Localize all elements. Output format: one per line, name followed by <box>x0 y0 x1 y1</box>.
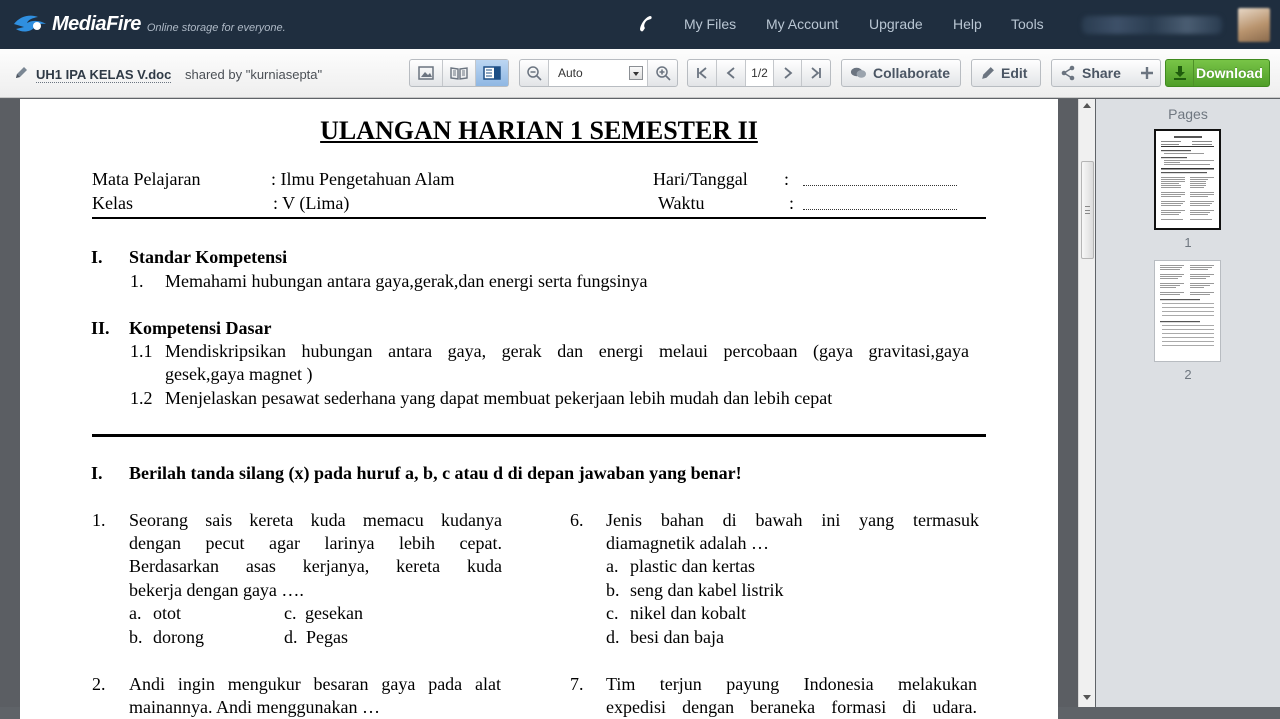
open-book-icon <box>450 66 468 80</box>
section-rule <box>92 434 986 437</box>
shared-by-text: shared by "kurniasepta" <box>185 67 323 82</box>
add-share-button[interactable] <box>1133 59 1161 87</box>
nav-tools[interactable]: Tools <box>1011 16 1044 32</box>
image-view-icon <box>418 66 434 80</box>
brand-name: MediaFire <box>52 12 141 35</box>
instruction-text: Berilah tanda silang (x) pada huruf a, b, c atau d di depan jawaban yang benar! <box>129 463 742 483</box>
collaborate-label: Collaborate <box>872 65 950 81</box>
question-2-line-1: Andi ingin mengukur besaran gaya pada alat <box>129 674 501 694</box>
zoom-dropdown-toggle[interactable] <box>629 66 643 80</box>
top-nav-bar <box>0 0 1280 49</box>
question-1-line-4: bekerja dengan gaya …. <box>129 580 304 600</box>
time-label: Waktu <box>658 193 705 213</box>
section-2-item-2-num: 1.2 <box>130 388 153 408</box>
zoom-out-icon <box>526 65 542 81</box>
chevron-right-icon <box>781 66 795 80</box>
pages-sidebar-title: Pages <box>1168 106 1208 122</box>
flame-logo-icon <box>12 12 50 36</box>
collaborate-button[interactable] <box>841 59 961 87</box>
scroll-down-arrow-icon[interactable] <box>1083 695 1091 700</box>
question-1-option-d-letter: d. <box>284 627 298 647</box>
page-thumbnail-2[interactable] <box>1154 260 1221 362</box>
zoom-out-button[interactable] <box>520 60 548 86</box>
document-viewer[interactable] <box>0 99 1078 717</box>
sidebar-layout-icon <box>483 66 501 80</box>
day-label: Hari/Tanggal <box>653 169 748 189</box>
question-1-option-a-letter: a. <box>129 603 142 623</box>
question-2-line-2: mainannya. Andi menggunakan … <box>129 697 380 717</box>
page-navigation-group <box>687 59 831 87</box>
section-1-item-num: 1. <box>130 271 144 291</box>
question-1-option-c-text: gesekan <box>305 603 363 623</box>
page-thumbnail-1-label: 1 <box>1184 235 1192 250</box>
question-6-option-c-letter: c. <box>606 603 619 623</box>
question-1-option-a-text: otot <box>153 603 182 623</box>
section-2-item-1-num: 1.1 <box>130 341 153 361</box>
class-label: Kelas <box>92 193 133 213</box>
subject-label: Mata Pelajaran <box>92 169 201 189</box>
previous-page-button[interactable] <box>717 60 746 86</box>
first-page-button[interactable] <box>688 60 717 86</box>
page-thumbnail-2-label: 2 <box>1184 367 1192 382</box>
section-1-numeral: I. <box>91 247 103 267</box>
thumbnail-view-button[interactable] <box>410 60 443 86</box>
question-1-line-1: Seorang sais kereta kuda memacu kudanya <box>129 510 502 530</box>
question-7-line-1: Tim terjun payung Indonesia melakukan <box>606 674 977 694</box>
question-1-line-3: Berdasarkan asas kerjanya, kereta kuda <box>129 556 502 576</box>
page-2-preview-icon <box>1155 261 1220 361</box>
sidebar-view-button[interactable] <box>476 60 508 86</box>
section-2-title: Kompetensi Dasar <box>129 318 272 338</box>
user-name-blurred[interactable] <box>1082 16 1222 34</box>
download-label: Download <box>1196 65 1263 81</box>
nav-my-files[interactable]: My Files <box>684 16 737 32</box>
scrollbar-grip-icon <box>1085 206 1090 214</box>
question-6-option-c-text: nikel dan kobalt <box>630 603 746 623</box>
share-label: Share <box>1082 65 1121 81</box>
scroll-up-arrow-icon[interactable] <box>1083 103 1091 108</box>
instruction-numeral: I. <box>91 463 103 483</box>
question-1-option-b-letter: b. <box>129 627 143 647</box>
zoom-value: Auto <box>558 66 583 80</box>
page-number-input[interactable]: 1/2 <box>746 60 774 86</box>
nav-help[interactable]: Help <box>953 16 982 32</box>
section-2-numeral: II. <box>91 318 110 338</box>
scrollbar-thumb[interactable] <box>1081 161 1094 259</box>
download-arrow-icon <box>1173 65 1187 81</box>
zoom-select[interactable] <box>548 60 648 86</box>
section-1-title: Standar Kompetensi <box>129 247 288 267</box>
pencil-icon <box>14 66 28 80</box>
zoom-in-button[interactable] <box>648 60 677 86</box>
zoom-in-icon <box>655 65 671 81</box>
chevron-down-icon <box>630 68 642 80</box>
phone-icon[interactable] <box>636 14 656 34</box>
question-6-line-1: Jenis bahan di bawah ini yang termasuk <box>606 510 979 530</box>
section-2-item-1-line-1: Mendiskripsikan hubungan antara gaya, gerak dan energi melaui percobaan (gaya gravitasi,gaya <box>165 341 969 361</box>
nav-upgrade[interactable]: Upgrade <box>869 16 923 32</box>
edit-button[interactable] <box>971 59 1041 87</box>
avatar[interactable] <box>1238 8 1270 42</box>
next-page-button[interactable] <box>774 60 802 86</box>
question-6-option-d-letter: d. <box>606 627 620 647</box>
question-6-option-b-letter: b. <box>606 580 620 600</box>
time-fill-line <box>803 209 957 210</box>
first-page-icon <box>695 66 709 80</box>
page-1-preview-icon <box>1156 131 1219 228</box>
pages-sidebar <box>1096 99 1280 707</box>
download-button[interactable] <box>1165 59 1270 87</box>
question-1-line-2: dengan pecut agar larinya lebih cepat. <box>129 533 502 553</box>
question-7-line-2: expedisi dengan beraneka formasi di udara. <box>606 697 977 717</box>
book-view-button[interactable] <box>443 60 476 86</box>
share-icon <box>1060 65 1076 81</box>
question-6-number: 6. <box>570 510 584 530</box>
chevron-left-icon <box>724 66 738 80</box>
brand-tagline: Online storage for everyone. <box>146 22 286 34</box>
day-colon: : <box>784 169 790 189</box>
header-rule <box>92 217 986 219</box>
question-1-option-b-text: dorong <box>153 627 204 647</box>
question-1-option-c-letter: c. <box>284 603 297 623</box>
section-1-item-text: Memahami hubungan antara gaya,gerak,dan energi serta fungsinya <box>165 271 648 291</box>
question-6-line-2: diamagnetik adalah … <box>606 533 769 553</box>
chat-bubbles-icon <box>850 66 867 80</box>
plus-icon <box>1140 66 1154 80</box>
class-value: : V (Lima) <box>273 193 350 213</box>
question-6-option-b-text: seng dan kabel listrik <box>630 580 784 600</box>
day-fill-line <box>803 185 957 186</box>
share-button[interactable] <box>1051 59 1134 87</box>
question-6-option-a-letter: a. <box>606 556 619 576</box>
question-6-option-d-text: besi dan baja <box>630 627 724 647</box>
subject-value: : Ilmu Pengetahuan Alam <box>271 169 455 189</box>
question-7-number: 7. <box>570 674 584 694</box>
edit-label: Edit <box>1001 65 1028 81</box>
nav-my-account[interactable]: My Account <box>766 16 839 32</box>
view-mode-group <box>409 59 509 87</box>
document-page <box>20 99 1058 719</box>
mediafire-logo[interactable] <box>12 10 286 38</box>
time-colon: : <box>789 193 795 213</box>
last-page-icon <box>809 66 823 80</box>
zoom-group <box>519 59 678 87</box>
pencil-icon <box>980 66 995 81</box>
question-6-option-a-text: plastic dan kertas <box>630 556 755 576</box>
file-name-link[interactable]: UH1 IPA KELAS V.doc <box>36 67 172 82</box>
document-title: ULANGAN HARIAN 1 SEMESTER II <box>320 116 758 145</box>
question-1-option-d-text: Pegas <box>306 627 348 647</box>
vertical-scrollbar[interactable] <box>1078 99 1095 707</box>
question-1-number: 1. <box>92 510 106 530</box>
last-page-button[interactable] <box>802 60 830 86</box>
section-2-item-1-line-2: gesek,gaya magnet ) <box>165 364 313 384</box>
question-2-number: 2. <box>92 674 106 694</box>
section-2-item-2-text: Menjelaskan pesawat sederhana yang dapat membuat pekerjaan lebih mudah dan lebih cepat <box>165 388 833 408</box>
page-thumbnail-1[interactable] <box>1154 129 1221 230</box>
download-icon-wrap <box>1166 60 1194 86</box>
